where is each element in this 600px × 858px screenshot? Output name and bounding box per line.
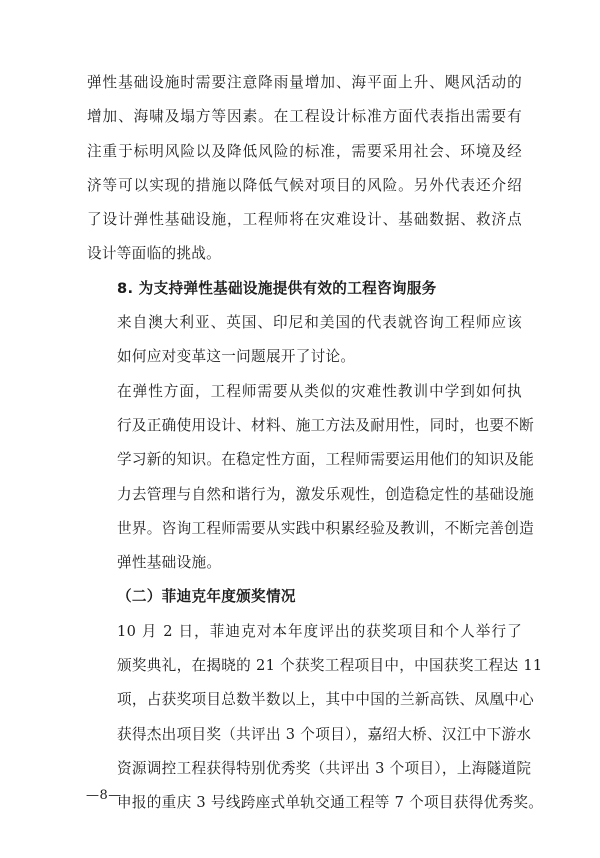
text-line: 注重于标明风险以及降低风险的标准，需要采用社会、环境及经: [87, 142, 522, 160]
text-line: 力去管理与自然和谐行为，激发乐观性，创造稳定性的基础设施: [117, 485, 535, 503]
document-body: [87, 66, 544, 821]
text-line: 项，占获奖项目总数半数以上，其中中国的兰新高铁、凤凰中心: [117, 691, 535, 709]
text-line: 行及正确使用设计、材料、施工方法及耐用性，同时，也要不断: [117, 416, 535, 434]
text-line: 增加、海啸及塌方等因素。在工程设计标准方面代表指出需要有: [87, 108, 522, 126]
text-line: 弹性基础设施。: [117, 554, 222, 572]
text-line: 济等可以实现的措施以降低气候对项目的风险。另外代表还介绍: [87, 176, 522, 194]
text-line: 学习新的知识。在稳定性方面，工程师需要运用他们的知识及能: [117, 451, 535, 469]
text-line: 了设计弹性基础设施，工程师将在灾难设计、基础数据、救济点: [87, 211, 522, 229]
paragraph: [87, 66, 522, 272]
text-line: 8. 为支持弹性基础设施提供有效的工程咨询服务: [117, 279, 437, 297]
section-heading: [87, 580, 522, 614]
section-heading: [87, 272, 522, 306]
paragraph: [87, 306, 522, 375]
text-line: （二）菲迪克年度颁奖情况: [117, 588, 296, 606]
text-line: 申报的重庆 3 号线跨座式单轨交通工程等 7 个项目获得优秀奖。: [117, 794, 544, 812]
text-line: 设计等面临的挑战。: [87, 245, 222, 263]
text-line: 资源调控工程获得特别优秀奖（共评出 3 个项目），上海隧道院: [117, 759, 532, 777]
paragraph: [87, 375, 535, 581]
text-line: 获得杰出项目奖（共评出 3 个项目），嘉绍大桥、汉江中下游水: [117, 725, 532, 743]
text-line: 世界。咨询工程师需要从实践中积累经验及教训，不断完善创造: [117, 519, 535, 537]
text-line: 弹性基础设施时需要注意降雨量增加、海平面上升、飓风活动的: [87, 74, 522, 91]
paragraph: [87, 615, 544, 821]
text-line: 10 月 2 日，菲迪克对本年度评出的获奖项目和个人举行了: [117, 622, 522, 640]
text-line: 在弹性方面，工程师需要从类似的灾难性教训中学到如何执: [117, 382, 522, 400]
page-number: —8—: [86, 788, 122, 803]
text-line: 颁奖典礼，在揭晓的 21 个获奖工程项目中，中国获奖工程达 11: [117, 657, 543, 675]
text-line: 来自澳大利亚、英国、印尼和美国的代表就咨询工程师应该: [117, 314, 522, 332]
text-line: 如何应对变革这一问题展开了讨论。: [117, 348, 356, 366]
